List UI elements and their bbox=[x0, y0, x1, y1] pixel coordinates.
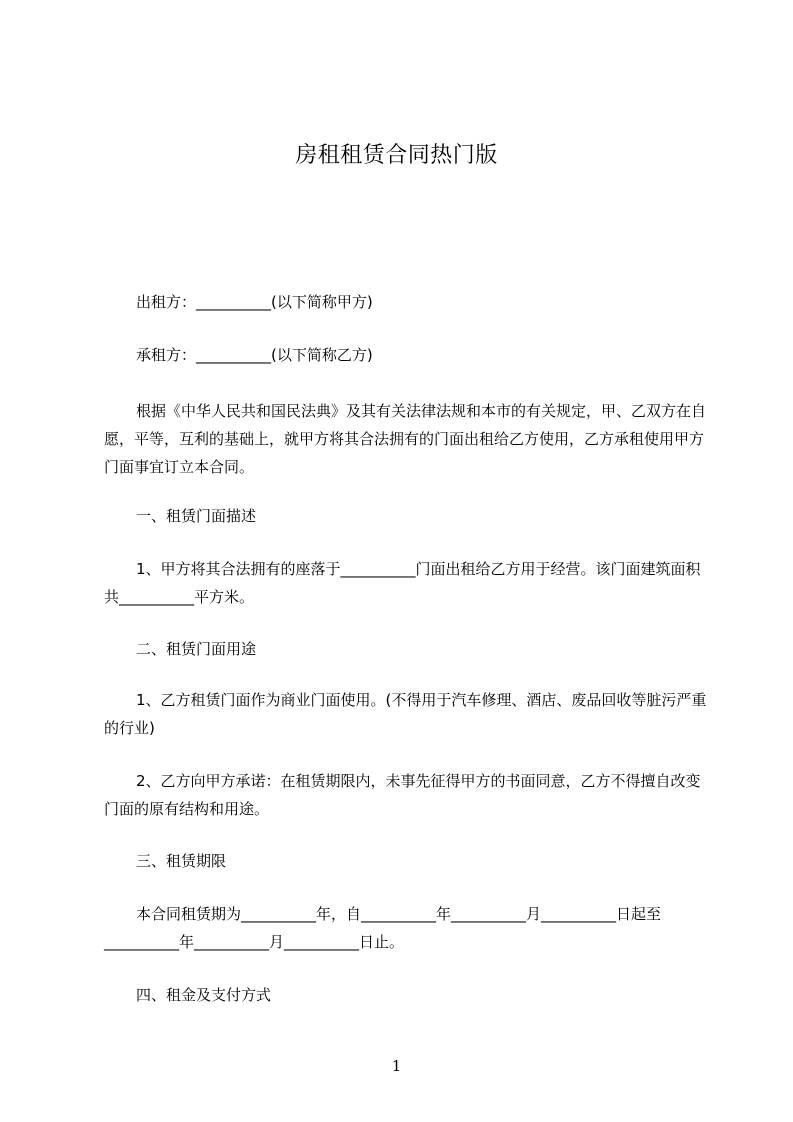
section-2-item-1: 1、乙方租赁门面作为商业门面使用。(不得用于汽车修理、酒店、废品回收等脏污严重的行业) bbox=[104, 691, 707, 737]
lessee-line: 承租方：__________(以下简称乙方) bbox=[136, 346, 373, 364]
section-1-item-1: 1、甲方将其合法拥有的座落于__________门面出租给乙方用于经营。该门面建筑面积共__________平方米。 bbox=[104, 560, 701, 606]
section-2-item-2: 2、乙方向甲方承诺：在租赁期限内，未事先征得甲方的书面同意，乙方不得擅自改变门面的原有结构和用途。 bbox=[104, 772, 701, 818]
section-3-heading: 三、租赁期限 bbox=[136, 852, 227, 870]
intro-paragraph: 根据《中华人民共和国民法典》及其有关法律法规和本市的有关规定，甲、乙双方在自愿，平等，互利的基础上，就甲方将其合法拥有的门面出租给乙方使用，乙方承租使用甲方门面事宜订立本合同。 bbox=[104, 402, 707, 476]
lessor-line: 出租方：__________(以下简称甲方) bbox=[136, 293, 373, 311]
section-3-text: 本合同租赁期为__________年，自__________年__________月__________日起至__________年__________月__________日止。 bbox=[104, 905, 662, 951]
section-1-heading: 一、租赁门面描述 bbox=[136, 507, 257, 525]
document-title: 房租租赁合同热门版 bbox=[295, 143, 498, 168]
section-4-heading: 四、租金及支付方式 bbox=[136, 986, 272, 1004]
section-2-heading: 二、租赁门面用途 bbox=[136, 640, 257, 658]
page-number: 1 bbox=[391, 1057, 402, 1075]
